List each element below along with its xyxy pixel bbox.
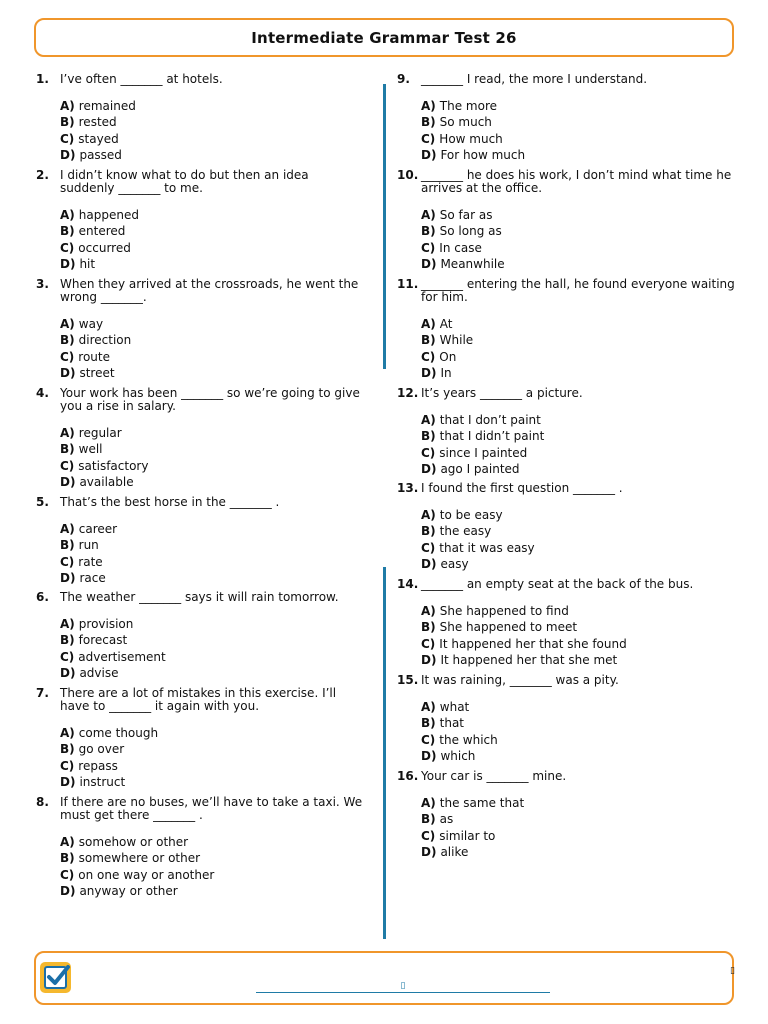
option-text: satisfactory <box>78 458 149 473</box>
option-text: come though <box>78 726 159 740</box>
option-text: stayed <box>78 131 119 146</box>
option-letter: B) <box>421 524 436 539</box>
option-text: race <box>79 571 106 586</box>
answer-options <box>36 100 366 166</box>
option-letter: C) <box>421 732 436 747</box>
answer-options <box>36 427 366 493</box>
question-text: _______ entering the hall, he found everyone waiting for him. <box>421 277 735 304</box>
answer-option <box>60 776 366 792</box>
option-letter: B) <box>60 538 75 553</box>
answer-option <box>421 558 737 574</box>
answer-options <box>397 100 737 166</box>
question-block <box>397 578 737 671</box>
option-text: go over <box>78 742 125 757</box>
question-number: 8. <box>36 795 49 809</box>
option-text: that I didn’t paint <box>439 429 545 444</box>
question-block <box>397 674 737 767</box>
question-block <box>36 796 366 902</box>
option-letter: D) <box>60 571 76 586</box>
question-text: If there are no buses, we’ll have to take a taxi. We must get there _______ . <box>60 795 363 822</box>
question-block <box>397 770 737 863</box>
answer-options <box>397 605 737 671</box>
answer-option <box>421 149 737 165</box>
option-letter: D) <box>60 775 76 790</box>
question-text: It was raining, _______ was a pity. <box>421 673 619 687</box>
answer-option <box>421 116 737 132</box>
option-letter: B) <box>421 812 436 827</box>
option-letter: B) <box>421 333 436 348</box>
option-text: that <box>439 716 465 731</box>
answer-option <box>60 209 366 225</box>
answer-option <box>421 797 737 813</box>
question-text: The weather _______ says it will rain tomorrow. <box>60 590 339 604</box>
option-letter: A) <box>421 604 436 618</box>
answer-option <box>421 447 737 463</box>
answer-options <box>36 523 366 589</box>
option-text: career <box>78 522 118 536</box>
question-text: _______ I read, the more I understand. <box>421 72 648 86</box>
option-text: regular <box>78 426 122 440</box>
answer-option <box>60 760 366 776</box>
answer-option <box>421 367 737 383</box>
option-text: similar to <box>439 828 496 843</box>
question-number: 15. <box>397 673 419 687</box>
option-letter: B) <box>421 716 436 731</box>
answer-option <box>421 318 737 334</box>
answer-option <box>60 523 366 539</box>
option-letter: C) <box>60 131 75 146</box>
question-text: Your car is _______ mine. <box>421 769 567 783</box>
option-letter: D) <box>421 366 437 381</box>
answer-option <box>60 634 366 650</box>
question-text: I didn’t know what to do but then an idea suddenly _______ to me. <box>60 168 309 195</box>
option-text: easy <box>440 557 469 572</box>
option-letter: D) <box>421 653 437 668</box>
question-number: 2. <box>36 168 49 182</box>
answer-option <box>60 318 366 334</box>
option-text: that I don’t paint <box>439 413 541 427</box>
option-text: way <box>78 317 104 331</box>
answer-option <box>421 334 737 350</box>
option-text: direction <box>78 333 132 348</box>
option-letter: A) <box>421 99 436 113</box>
question-number: 10. <box>397 168 419 182</box>
option-text: The more <box>439 99 497 113</box>
option-letter: A) <box>60 617 75 631</box>
option-text: happened <box>78 208 139 222</box>
option-letter: C) <box>60 758 75 773</box>
option-letter: C) <box>60 349 75 364</box>
option-letter: C) <box>421 240 436 255</box>
answer-option <box>60 618 366 634</box>
column-divider <box>383 84 386 369</box>
option-letter: D) <box>421 845 437 860</box>
question-block <box>36 387 366 493</box>
answer-options <box>397 797 737 863</box>
answer-option <box>60 443 366 459</box>
answer-option <box>421 654 737 670</box>
option-text: She happened to meet <box>439 620 578 635</box>
page-title: Intermediate Grammar Test 26 <box>251 28 517 47</box>
question-block <box>397 387 737 480</box>
answer-options <box>397 414 737 480</box>
option-letter: C) <box>60 240 75 255</box>
option-text: which <box>440 749 476 764</box>
question-block <box>36 591 366 684</box>
answer-option <box>421 701 737 717</box>
answer-option <box>60 885 366 901</box>
option-letter: C) <box>60 867 75 882</box>
answer-option <box>60 743 366 759</box>
footer-link[interactable] <box>256 981 550 993</box>
option-text: hit <box>79 257 96 272</box>
option-letter: B) <box>60 115 75 130</box>
question-block <box>397 169 737 275</box>
option-text: alike <box>440 845 469 860</box>
question-text: It’s years _______ a picture. <box>421 386 583 400</box>
option-text: remained <box>78 99 136 113</box>
footer <box>34 951 734 1005</box>
option-text: It happened her that she found <box>439 636 627 651</box>
page-marker: ▯ <box>730 966 735 976</box>
question-number: 4. <box>36 386 49 400</box>
question-block <box>397 482 737 575</box>
option-letter: A) <box>60 317 75 331</box>
answer-option <box>421 717 737 733</box>
option-letter: D) <box>421 148 437 163</box>
option-letter: A) <box>421 700 436 714</box>
option-text: what <box>439 700 470 714</box>
answer-option <box>421 209 737 225</box>
answer-option <box>421 542 737 558</box>
option-text: well <box>78 442 103 457</box>
answer-option <box>421 463 737 479</box>
option-text: provision <box>78 617 134 631</box>
option-letter: D) <box>60 148 76 163</box>
answer-option <box>421 605 737 621</box>
option-text: instruct <box>79 775 126 790</box>
answer-option <box>421 750 737 766</box>
answer-option <box>60 727 366 743</box>
answer-option <box>421 133 737 149</box>
option-text: So far as <box>439 208 493 222</box>
option-text: entered <box>78 224 126 239</box>
option-text: For how much <box>440 148 526 163</box>
answer-option <box>421 509 737 525</box>
option-letter: A) <box>60 522 75 536</box>
answer-option <box>60 427 366 443</box>
option-text: since I painted <box>439 445 528 460</box>
question-number: 3. <box>36 277 49 291</box>
option-letter: B) <box>60 442 75 457</box>
option-text: the which <box>439 732 498 747</box>
question-text: Your work has been _______ so we’re going to give you a rise in salary. <box>60 386 360 413</box>
option-letter: B) <box>421 115 436 130</box>
option-letter: D) <box>421 462 437 477</box>
option-letter: C) <box>421 349 436 364</box>
answer-option <box>421 813 737 829</box>
option-text: somewhere or other <box>78 851 201 866</box>
option-text: On <box>439 349 457 364</box>
option-letter: B) <box>421 620 436 635</box>
option-text: repass <box>78 758 118 773</box>
option-letter: D) <box>421 257 437 272</box>
answer-options <box>397 701 737 767</box>
question-block <box>36 687 366 793</box>
answer-option <box>421 351 737 367</box>
option-text: forecast <box>78 633 128 648</box>
question-number: 13. <box>397 481 419 495</box>
answer-options <box>397 209 737 275</box>
option-letter: A) <box>60 208 75 222</box>
answer-option <box>60 572 366 588</box>
option-text: the easy <box>439 524 492 539</box>
answer-option <box>421 525 737 541</box>
option-text: anyway or other <box>79 884 178 899</box>
option-letter: D) <box>421 557 437 572</box>
answer-option <box>421 830 737 846</box>
answer-option <box>60 651 366 667</box>
option-text: that it was easy <box>439 540 535 555</box>
option-text: run <box>78 538 99 553</box>
option-text: route <box>78 349 111 364</box>
question-number: 7. <box>36 686 49 700</box>
option-text: In case <box>439 240 482 255</box>
question-block <box>36 496 366 589</box>
answer-option <box>60 667 366 683</box>
option-letter: C) <box>421 445 436 460</box>
answer-option <box>421 258 737 274</box>
answer-option <box>60 351 366 367</box>
option-letter: C) <box>60 649 75 664</box>
question-text: There are a lot of mistakes in this exercise. I’ll have to _______ it again with you. <box>60 686 337 713</box>
question-text: When they arrived at the crossroads, he went the wrong _______. <box>60 277 359 304</box>
option-letter: A) <box>421 208 436 222</box>
answer-option <box>60 133 366 149</box>
answer-option <box>60 225 366 241</box>
question-number: 11. <box>397 277 419 291</box>
question-block <box>397 73 737 166</box>
link-glyph: ▯ <box>400 981 406 991</box>
answer-option <box>421 638 737 654</box>
option-text: While <box>439 333 474 348</box>
question-text: _______ an empty seat at the back of the bus. <box>421 577 694 591</box>
answer-option <box>60 852 366 868</box>
question-block <box>36 278 366 384</box>
option-letter: B) <box>60 333 75 348</box>
question-number: 9. <box>397 72 410 86</box>
option-letter: B) <box>60 851 75 866</box>
option-letter: C) <box>421 540 436 555</box>
option-letter: D) <box>60 257 76 272</box>
answer-options <box>36 836 366 902</box>
option-letter: A) <box>421 796 436 810</box>
option-text: the same that <box>439 796 525 810</box>
answer-option <box>60 460 366 476</box>
answer-options <box>397 509 737 575</box>
option-text: So much <box>439 115 492 130</box>
answer-option <box>60 116 366 132</box>
answer-option <box>421 430 737 446</box>
question-block <box>36 73 366 166</box>
option-letter: C) <box>60 458 75 473</box>
option-text: somehow or other <box>78 835 189 849</box>
answer-option <box>421 734 737 750</box>
question-number: 12. <box>397 386 419 400</box>
answer-option <box>60 242 366 258</box>
title-box <box>34 18 734 57</box>
option-text: So long as <box>439 224 502 239</box>
option-text: as <box>439 812 454 827</box>
answer-option <box>421 100 737 116</box>
option-letter: A) <box>60 426 75 440</box>
question-number: 5. <box>36 495 49 509</box>
option-text: rested <box>78 115 117 130</box>
answer-option <box>421 846 737 862</box>
option-text: occurred <box>78 240 131 255</box>
option-text: advise <box>79 666 119 681</box>
answer-options <box>397 318 737 384</box>
option-text: Meanwhile <box>440 257 505 272</box>
option-text: ago I painted <box>440 462 520 477</box>
option-letter: C) <box>60 554 75 569</box>
answer-option <box>421 621 737 637</box>
option-letter: B) <box>60 224 75 239</box>
option-letter: B) <box>60 742 75 757</box>
option-letter: A) <box>60 835 75 849</box>
option-text: passed <box>79 148 122 163</box>
option-letter: B) <box>60 633 75 648</box>
option-letter: B) <box>421 224 436 239</box>
option-text: rate <box>78 554 103 569</box>
option-letter: C) <box>421 131 436 146</box>
answer-option <box>60 556 366 572</box>
option-text: on one way or another <box>78 867 215 882</box>
answer-option <box>60 836 366 852</box>
question-block <box>397 278 737 384</box>
option-text: street <box>79 366 115 381</box>
answer-option <box>60 476 366 492</box>
answer-option <box>60 149 366 165</box>
option-letter: A) <box>421 508 436 522</box>
option-letter: A) <box>60 726 75 740</box>
answer-option <box>60 539 366 555</box>
option-text: She happened to find <box>439 604 569 618</box>
question-text: I’ve often _______ at hotels. <box>60 72 223 86</box>
option-letter: D) <box>421 749 437 764</box>
answer-options <box>36 618 366 684</box>
option-letter: D) <box>60 666 76 681</box>
question-number: 14. <box>397 577 419 591</box>
question-text: _______ he does his work, I don’t mind what time he arrives at the office. <box>421 168 732 195</box>
option-text: In <box>440 366 452 381</box>
answer-option <box>421 225 737 241</box>
question-block <box>36 169 366 275</box>
checkbox-logo-icon <box>40 962 71 993</box>
option-text: to be easy <box>439 508 503 522</box>
option-letter: C) <box>421 828 436 843</box>
question-number: 6. <box>36 590 49 604</box>
option-letter: A) <box>421 413 436 427</box>
option-letter: D) <box>60 884 76 899</box>
answer-option <box>60 258 366 274</box>
column-divider <box>383 567 386 939</box>
answer-option <box>60 367 366 383</box>
option-letter: C) <box>421 636 436 651</box>
option-letter: A) <box>421 317 436 331</box>
option-text: How much <box>439 131 503 146</box>
option-text: It happened her that she met <box>440 653 618 668</box>
answer-option <box>60 869 366 885</box>
option-letter: D) <box>60 475 76 490</box>
option-letter: A) <box>60 99 75 113</box>
option-text: available <box>79 475 134 490</box>
option-text: At <box>439 317 453 331</box>
option-letter: D) <box>60 366 76 381</box>
answer-options <box>36 318 366 384</box>
answer-options <box>36 727 366 793</box>
answer-option <box>421 242 737 258</box>
question-text: That’s the best horse in the _______ . <box>60 495 280 509</box>
option-text: advertisement <box>78 649 166 664</box>
question-text: I found the first question _______ . <box>421 481 623 495</box>
answer-option <box>60 334 366 350</box>
question-number: 16. <box>397 769 419 783</box>
option-letter: B) <box>421 429 436 444</box>
answer-option <box>421 414 737 430</box>
answer-option <box>60 100 366 116</box>
question-number: 1. <box>36 72 49 86</box>
answer-options <box>36 209 366 275</box>
